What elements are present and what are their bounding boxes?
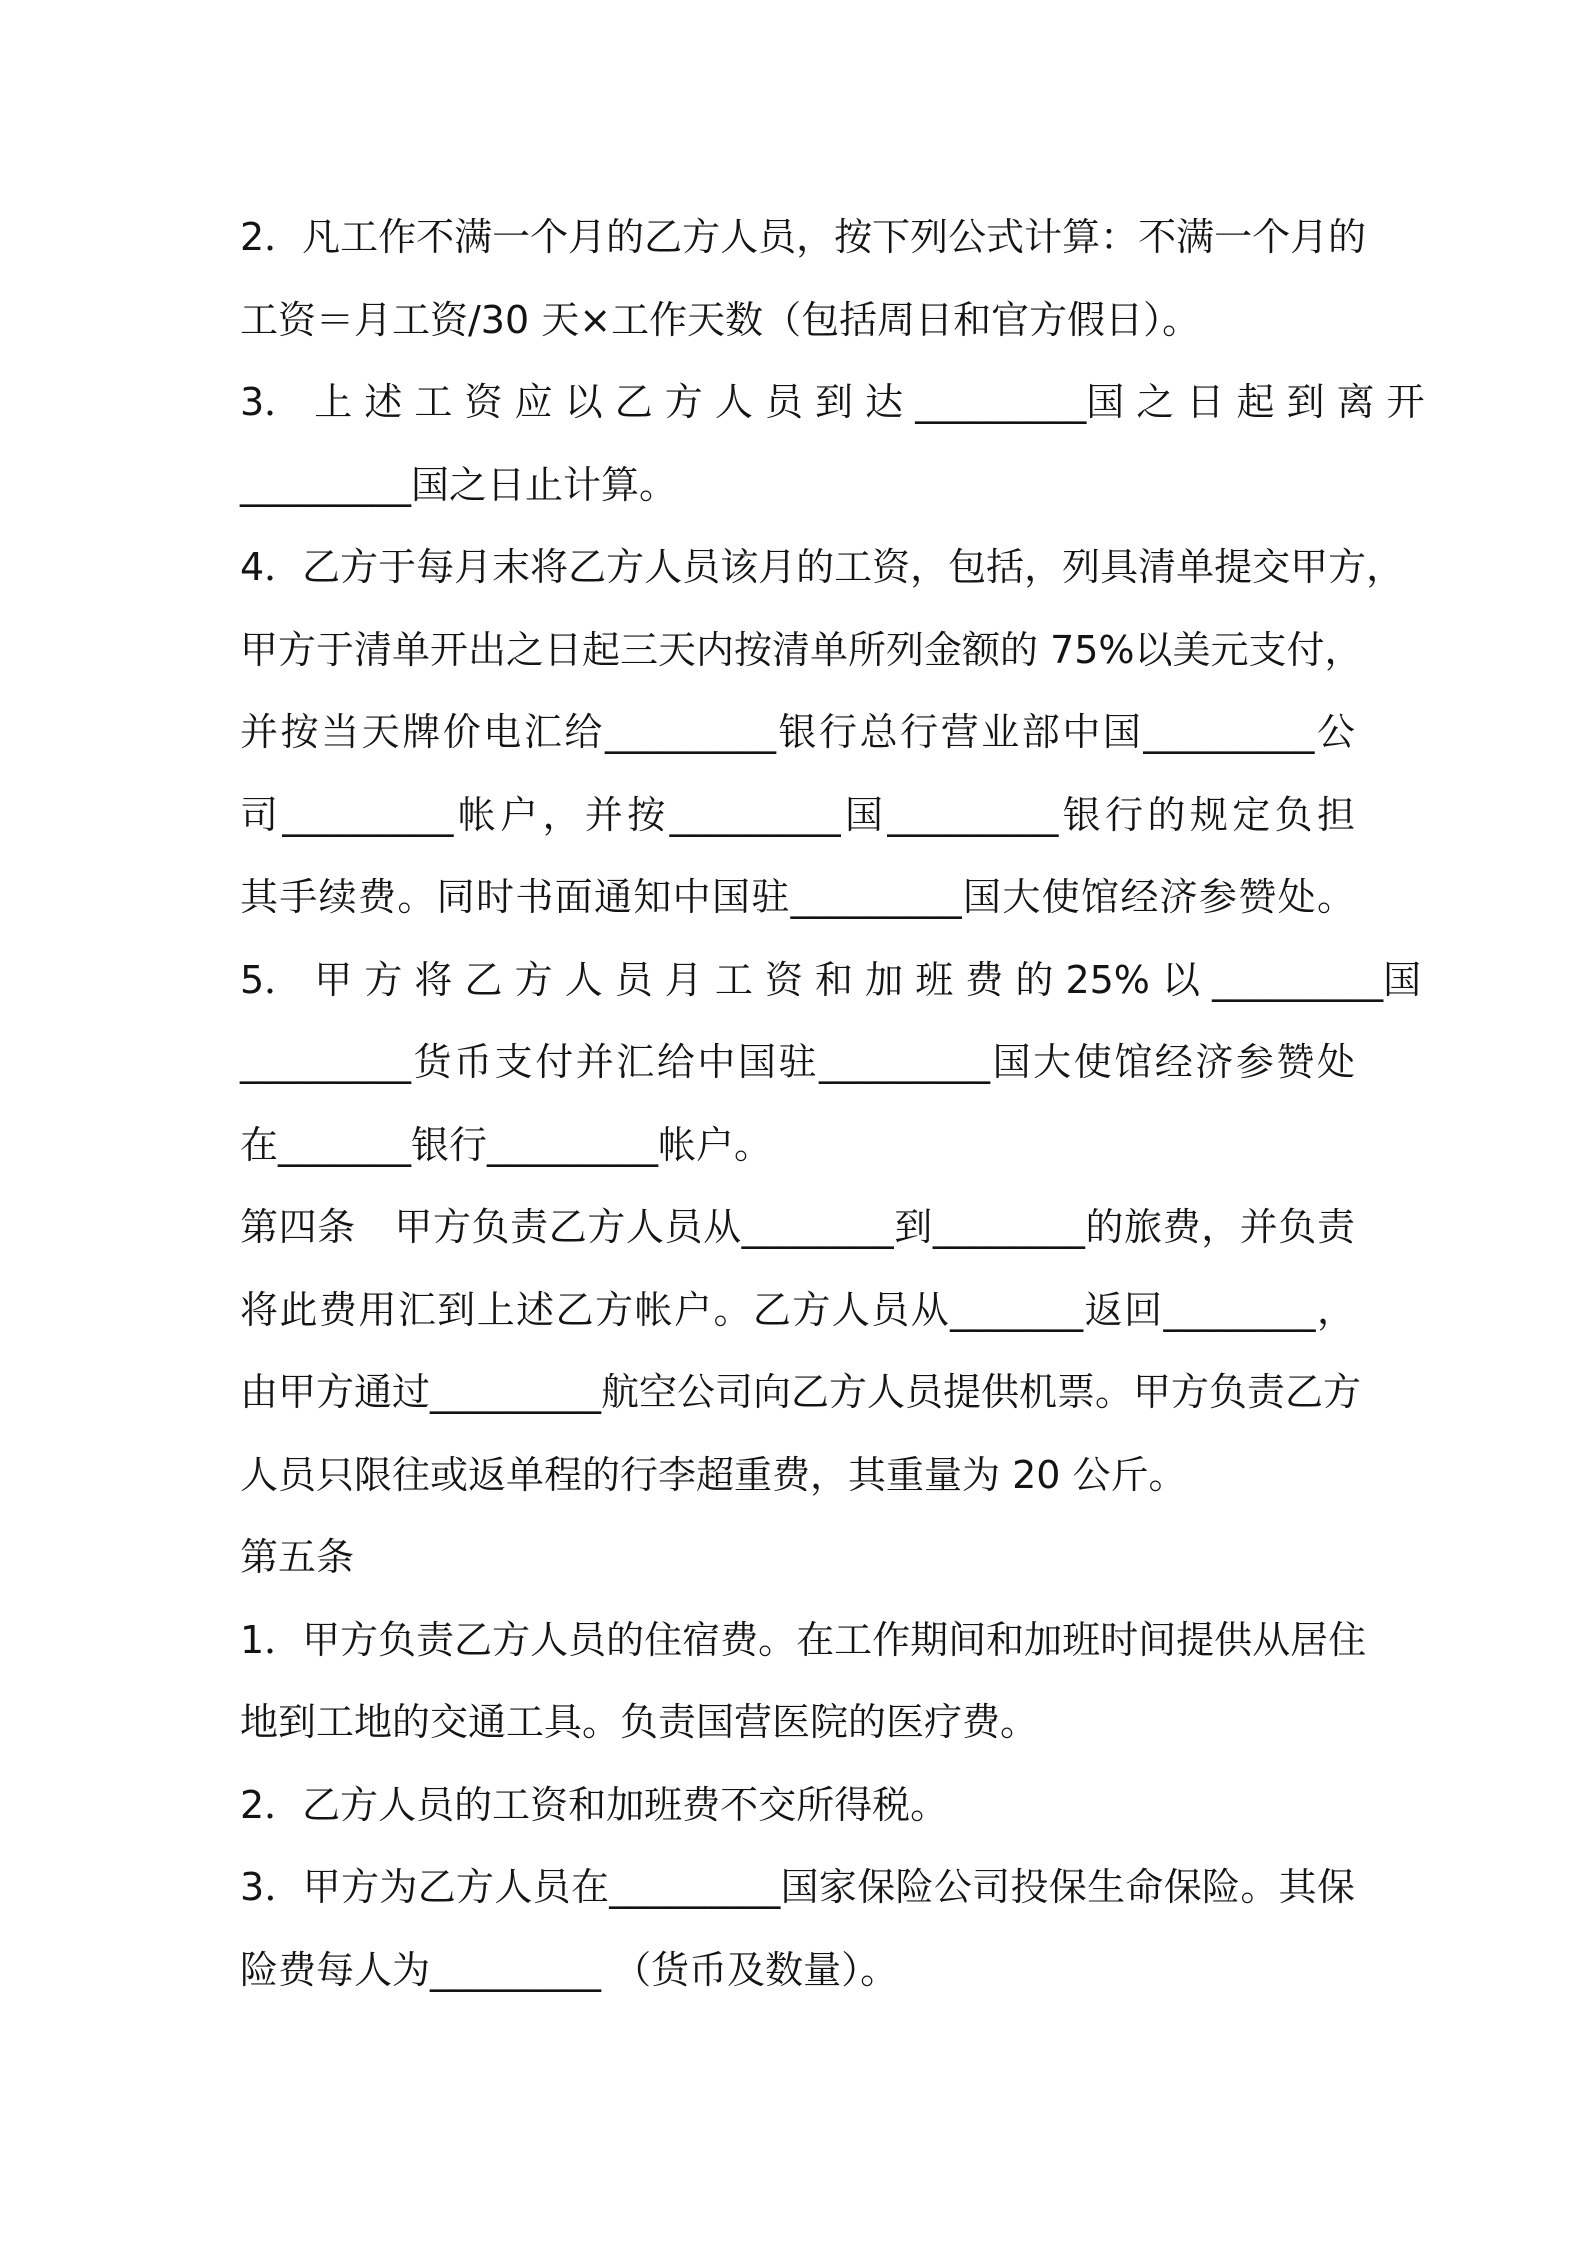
text-line: 司_________帐户，并按_________国_________银行的规定负担 <box>240 792 1355 837</box>
contract-text <box>240 196 1425 2011</box>
text-line: 并按当天牌价电汇给_________银行总行营业部中国_________公 <box>240 710 1355 754</box>
text-line: _________国之日止计算。 <box>240 462 678 507</box>
text-line: 人员只限往或返单程的行李超重费，其重量为 20 公斤。 <box>240 1452 1187 1497</box>
text-line: 第四条 甲方负责乙方人员从________到________的旅费，并负责 <box>240 1205 1355 1249</box>
text-line: 地到工地的交通工具。负责国营医院的医疗费。 <box>240 1700 1039 1744</box>
text-line: _________货币支付并汇给中国驻_________国大使馆经济参赞处 <box>240 1040 1355 1084</box>
text-line: 2．乙方人员的工资和加班费不交所得税。 <box>240 1782 949 1827</box>
text-line: 5． 甲 方 将 乙 方 人 员 月 工 资 和 加 班 费 的 25% 以 _________国 <box>240 957 1422 1002</box>
text-line: 由甲方通过_________航空公司向乙方人员提供机票。甲方负责乙方 <box>240 1370 1362 1414</box>
text-line: 工资＝月工资/30 天×工作天数（包括周日和官方假日）。 <box>240 297 1201 342</box>
text-line: 1．甲方负责乙方人员的住宿费。在工作期间和加班时间提供从居住 <box>240 1617 1367 1662</box>
text-line: 3．甲方为乙方人员在_________国家保险公司投保生命保险。其保 <box>240 1865 1355 1909</box>
text-line: 险费每人为_________ （货币及数量）。 <box>240 1947 899 1992</box>
text-line: 在_______银行_________帐户。 <box>240 1122 773 1167</box>
text-line: 其手续费。同时书面通知中国驻_________国大使馆经济参赞处。 <box>240 875 1355 919</box>
text-line: 4．乙方于每月末将乙方人员该月的工资，包括，列具清单提交甲方， <box>240 545 1405 589</box>
text-line: 3． 上 述 工 资 应 以 乙 方 人 员 到 达 _________国 之 日 起 到 离 开 <box>240 380 1425 424</box>
text-line: 甲方于清单开出之日起三天内按清单所列金额的 75%以美元支付， <box>240 627 1363 672</box>
section-heading: 第五条 <box>240 1535 355 1579</box>
text-line: 2．凡工作不满一个月的乙方人员，按下列公式计算：不满一个月的 <box>240 215 1367 259</box>
text-line: 将此费用汇到上述乙方帐户。乙方人员从_______返回________， <box>240 1287 1355 1332</box>
